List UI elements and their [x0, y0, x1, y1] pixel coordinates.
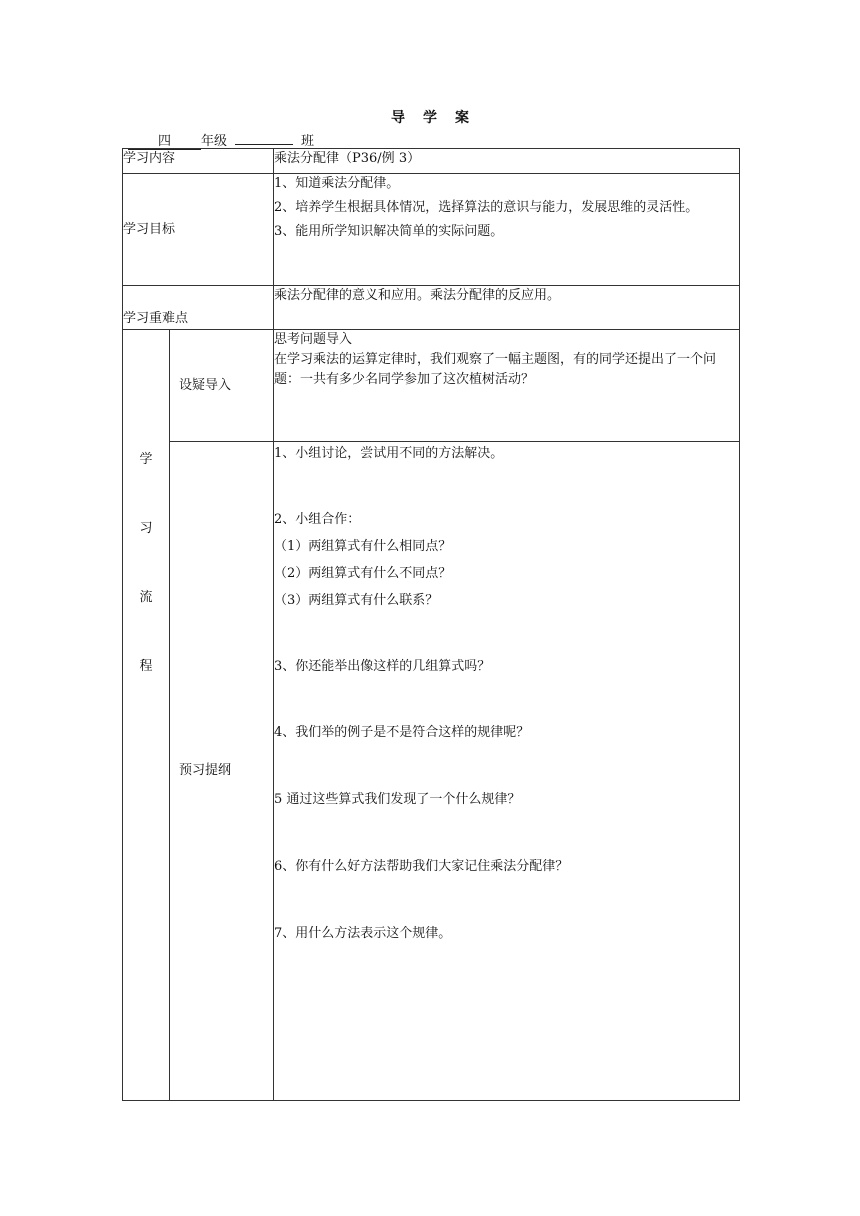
intro-content — [274, 330, 740, 442]
title-char: 学 — [423, 110, 437, 126]
title-char: 案 — [455, 110, 469, 126]
list-item: 1、小组讨论，尝试用不同的方法解决。 — [274, 446, 504, 461]
list-item: 4、我们举的例子是不是符合这样的规律呢？ — [274, 725, 530, 740]
list-item: （3）两组算式有什么联系？ — [274, 593, 439, 608]
goals-label: 学习目标 — [123, 174, 274, 286]
intro-heading: 思考问题导入 — [274, 332, 353, 347]
table-row — [123, 149, 740, 174]
page-title — [0, 107, 860, 127]
goals-list — [274, 174, 740, 286]
preview-label: 预习提纲 — [170, 442, 274, 1101]
process-char: 学 — [139, 452, 153, 467]
key-points-value: 乘法分配律的意义和应用。乘法分配律的反应用。 — [274, 286, 740, 330]
list-item: 5 通过这些算式我们发现了一个什么规律？ — [274, 792, 521, 807]
process-label — [123, 330, 170, 1101]
process-char: 程 — [139, 659, 153, 674]
list-item: （1）两组算式有什么相同点？ — [274, 539, 452, 554]
lesson-plan-table — [122, 148, 740, 1101]
title-char: 导 — [391, 110, 405, 126]
table-row — [123, 286, 740, 330]
list-item: 1、知道乘法分配律。 — [274, 176, 400, 191]
table-row — [123, 330, 740, 442]
list-item: 2、培养学生根据具体情况，选择算法的意识与能力，发展思维的灵活性。 — [274, 200, 699, 215]
list-item: 3、能用所学知识解决简单的实际问题。 — [274, 224, 504, 239]
content-value: 乘法分配律（P36/例 3） — [274, 149, 740, 174]
list-item: 2、小组合作： — [274, 512, 361, 527]
process-char: 习 — [139, 521, 153, 536]
intro-label: 设疑导入 — [170, 330, 274, 442]
list-item: 3、你还能举出像这样的几组算式吗？ — [274, 659, 491, 674]
class-label: 班 — [301, 134, 315, 149]
class-field[interactable] — [235, 144, 293, 145]
grade-field[interactable]: 四 — [128, 134, 201, 150]
table-row — [123, 174, 740, 286]
class-line — [128, 130, 314, 150]
grade-label: 年级 — [201, 134, 228, 149]
process-char: 流 — [139, 590, 153, 605]
table-row — [123, 442, 740, 1101]
content-label: 学习内容 — [123, 149, 274, 174]
preview-content — [274, 442, 740, 1101]
list-item: 6、你有什么好方法帮助我们大家记住乘法分配律？ — [274, 859, 569, 874]
list-item: （2）两组算式有什么不同点？ — [274, 566, 452, 581]
key-points-label: 学习重难点 — [123, 286, 274, 330]
list-item: 7、用什么方法表示这个规律。 — [274, 926, 452, 941]
intro-text: 在学习乘法的运算定律时，我们观察了一幅主题图，有的同学还提出了一个问题：一共有多少名同学参加了这次植树活动？ — [274, 352, 717, 387]
